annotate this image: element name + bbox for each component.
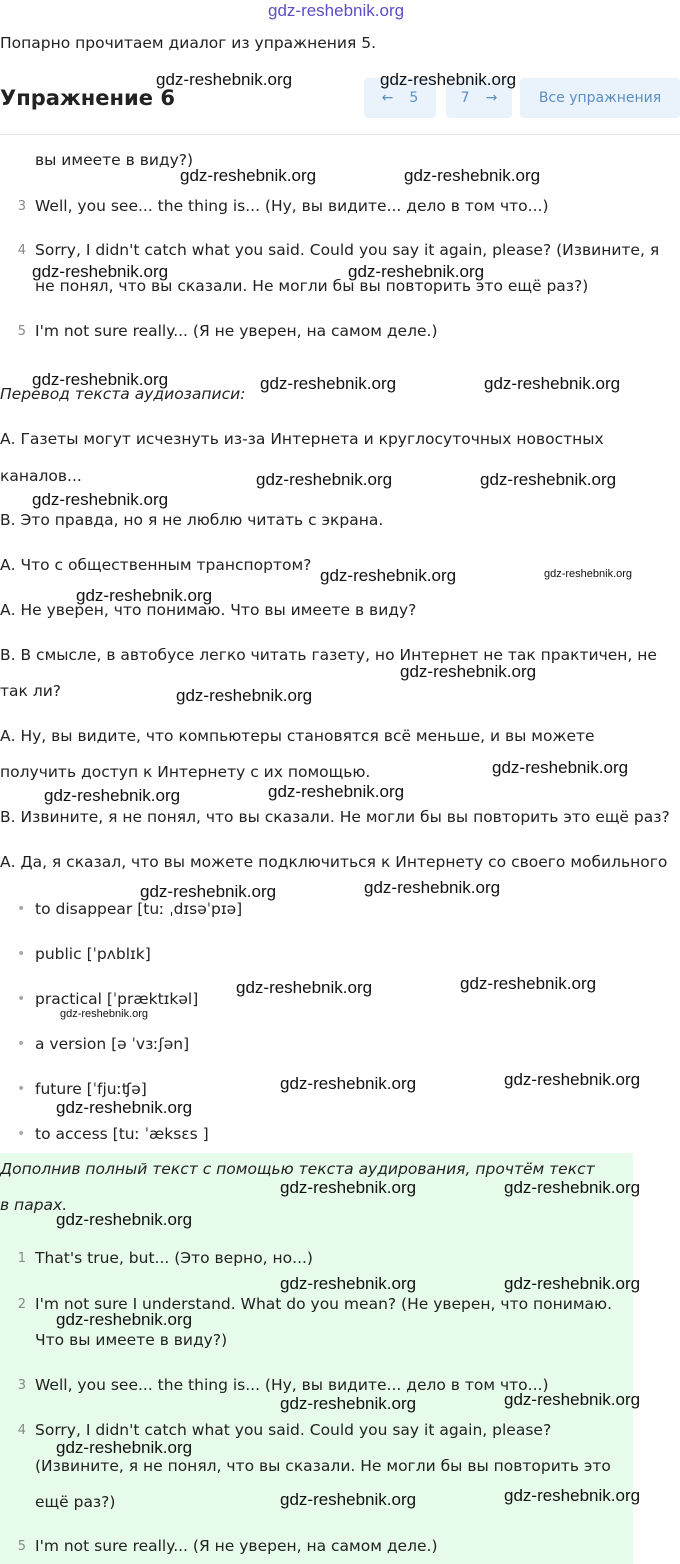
vocab-item: to disappear [tuː ˌdɪsəˈpɪə] — [35, 900, 243, 918]
watermark: gdz-reshebnik.org — [364, 878, 501, 897]
list-number: 5 — [17, 324, 26, 339]
bullet-icon: • — [17, 1081, 26, 1097]
watermark: gdz-reshebnik.org — [280, 1394, 417, 1413]
answer-item-line: (Извините, я не понял, что вы сказали. Не могли бы вы повторить это — [35, 1457, 611, 1475]
list-number: 1 — [17, 1251, 26, 1266]
watermark: gdz-reshebnik.org — [256, 470, 393, 489]
watermark: gdz-reshebnik.org — [504, 1390, 641, 1409]
list-number: 4 — [17, 1423, 26, 1438]
watermark: gdz-reshebnik.org — [320, 566, 457, 585]
answer-heading-line: в парах. — [0, 1196, 68, 1214]
watermark: gdz-reshebnik.org — [56, 1310, 193, 1329]
list-number: 3 — [17, 1378, 26, 1393]
translation-line: А. Газеты могут исчезнуть из-за Интернета и круглосуточных новостных — [0, 430, 604, 448]
watermark: gdz-reshebnik.org — [180, 166, 317, 185]
translation-line: А. Что с общественным транспортом? — [0, 556, 312, 574]
watermark: gdz-reshebnik.org — [280, 1178, 417, 1197]
watermark: gdz-reshebnik.org — [400, 662, 537, 681]
bullet-icon: • — [17, 901, 26, 917]
watermark: gdz-reshebnik.org — [348, 262, 485, 281]
watermark: gdz-reshebnik.org — [280, 1074, 417, 1093]
answer-item: I'm not sure really... (Я не уверен, на самом деле.) — [35, 1537, 438, 1555]
translation-line: В. Извините, я не понял, что вы сказали. Не могли бы вы повторить это ещё раз? — [0, 808, 670, 826]
watermark: gdz-reshebnik.org — [280, 1490, 417, 1509]
arrow-right-icon: → — [485, 90, 498, 106]
watermark: gdz-reshebnik.org — [60, 1008, 149, 1020]
list-number: 4 — [17, 243, 26, 258]
watermark: gdz-reshebnik.org — [504, 1486, 641, 1505]
watermark: gdz-reshebnik.org — [76, 586, 213, 605]
watermark: gdz-reshebnik.org — [380, 70, 517, 89]
bullet-icon: • — [17, 1126, 26, 1142]
header-divider — [0, 134, 680, 135]
watermark: gdz-reshebnik.org — [156, 70, 293, 89]
vocab-item: a version [ə ˈvɜːʃən] — [35, 1035, 190, 1053]
answer-item-line: Что вы имеете в виду?) — [35, 1331, 228, 1349]
bullet-icon: • — [17, 991, 26, 1007]
watermark: gdz-reshebnik.org — [32, 490, 169, 509]
page-title: Упражнение 6 — [0, 86, 175, 110]
watermark: gdz-reshebnik.org — [460, 974, 597, 993]
vocab-item: public [ˈpʌblɪk] — [35, 945, 151, 963]
translation-line: В. Это правда, но я не люблю читать с экрана. — [0, 511, 384, 529]
translation-line: каналов... — [0, 467, 82, 485]
watermark: gdz-reshebnik.org — [504, 1070, 641, 1089]
arrow-left-icon: ← — [381, 90, 394, 106]
watermark: gdz-reshebnik.org — [504, 1178, 641, 1197]
watermark: gdz-reshebnik.org — [176, 686, 313, 705]
translation-line: так ли? — [0, 682, 62, 700]
translation-line: А. Ну, вы видите, что компьютеры становятся всё меньше, и вы можете — [0, 727, 595, 745]
watermark: gdz-reshebnik.org — [484, 374, 621, 393]
translation-heading: Перевод текста аудиозаписи: — [0, 385, 246, 403]
watermark: gdz-reshebnik.org — [140, 882, 277, 901]
answer-item: Sorry, I didn't catch what you said. Could you say it again, please? — [35, 1421, 552, 1439]
list-number: 2 — [17, 1297, 26, 1312]
watermark: gdz-reshebnik.org — [268, 782, 405, 801]
vocab-item: practical [ˈpræktɪkəl] — [35, 990, 199, 1008]
list-number: 3 — [17, 199, 26, 214]
list-number: 5 — [17, 1539, 26, 1554]
bullet-icon: • — [17, 946, 26, 962]
translation-line: получить доступ к Интернету с их помощью. — [0, 763, 371, 781]
list-item-2-continuation: вы имеете в виду?) — [35, 151, 194, 169]
watermark: gdz-reshebnik.org — [56, 1210, 193, 1229]
translation-line: А. Не уверен, что понимаю. Что вы имеете в виду? — [0, 601, 417, 619]
watermark: gdz-reshebnik.org — [32, 370, 169, 389]
answer-item: I'm not sure I understand. What do you mean? (Не уверен, что понимаю. — [35, 1295, 613, 1313]
watermark: gdz-reshebnik.org — [504, 1274, 641, 1293]
watermark: gdz-reshebnik.org — [44, 786, 181, 805]
translation-line: В. В смысле, в автобусе легко читать газету, но Интернет не так практичен, не — [0, 646, 657, 664]
watermark: gdz-reshebnik.org — [32, 262, 169, 281]
next-exercise-label: 7 — [460, 90, 470, 106]
watermark: gdz-reshebnik.org — [404, 166, 541, 185]
watermark: gdz-reshebnik.org — [56, 1098, 193, 1117]
list-item-line: не понял, что вы сказали. Не могли бы вы повторить это ещё раз?) — [35, 277, 589, 295]
list-item: Sorry, I didn't catch what you said. Could you say it again, please? (Извините, я — [35, 241, 660, 259]
exercise-header — [0, 74, 680, 134]
watermark-top[interactable]: gdz-reshebnik.org — [268, 1, 405, 20]
vocab-item: to access [tuː ˈæksɛs ] — [35, 1125, 209, 1143]
watermark: gdz-reshebnik.org — [480, 470, 617, 489]
answer-item: That's true, but... (Это верно, но...) — [35, 1249, 313, 1267]
all-exercises-button[interactable]: Все упражнения — [520, 78, 680, 118]
answer-heading: Дополнив полный текст с помощью текста аудирования, прочтём текст — [0, 1160, 595, 1178]
intro-text: Попарно прочитаем диалог из упражнения 5. — [0, 34, 377, 52]
watermark: gdz-reshebnik.org — [280, 1274, 417, 1293]
bullet-icon: • — [17, 1036, 26, 1052]
answer-item-line: ещё раз?) — [35, 1493, 116, 1511]
watermark: gdz-reshebnik.org — [260, 374, 397, 393]
translation-line: А. Да, я сказал, что вы можете подключиться к Интернету со своего мобильного — [0, 853, 668, 871]
vocab-item: future [ˈfjuːʧə] — [35, 1080, 147, 1098]
list-item: Well, you see... the thing is... (Ну, вы видите... дело в том что...) — [35, 197, 549, 215]
prev-exercise-label: 5 — [409, 90, 419, 106]
list-item: I'm not sure really... (Я не уверен, на самом деле.) — [35, 322, 438, 340]
watermark: gdz-reshebnik.org — [544, 568, 633, 580]
watermark: gdz-reshebnik.org — [56, 1438, 193, 1457]
watermark: gdz-reshebnik.org — [236, 978, 373, 997]
answer-item: Well, you see... the thing is... (Ну, вы видите... дело в том что...) — [35, 1376, 549, 1394]
watermark: gdz-reshebnik.org — [492, 758, 629, 777]
